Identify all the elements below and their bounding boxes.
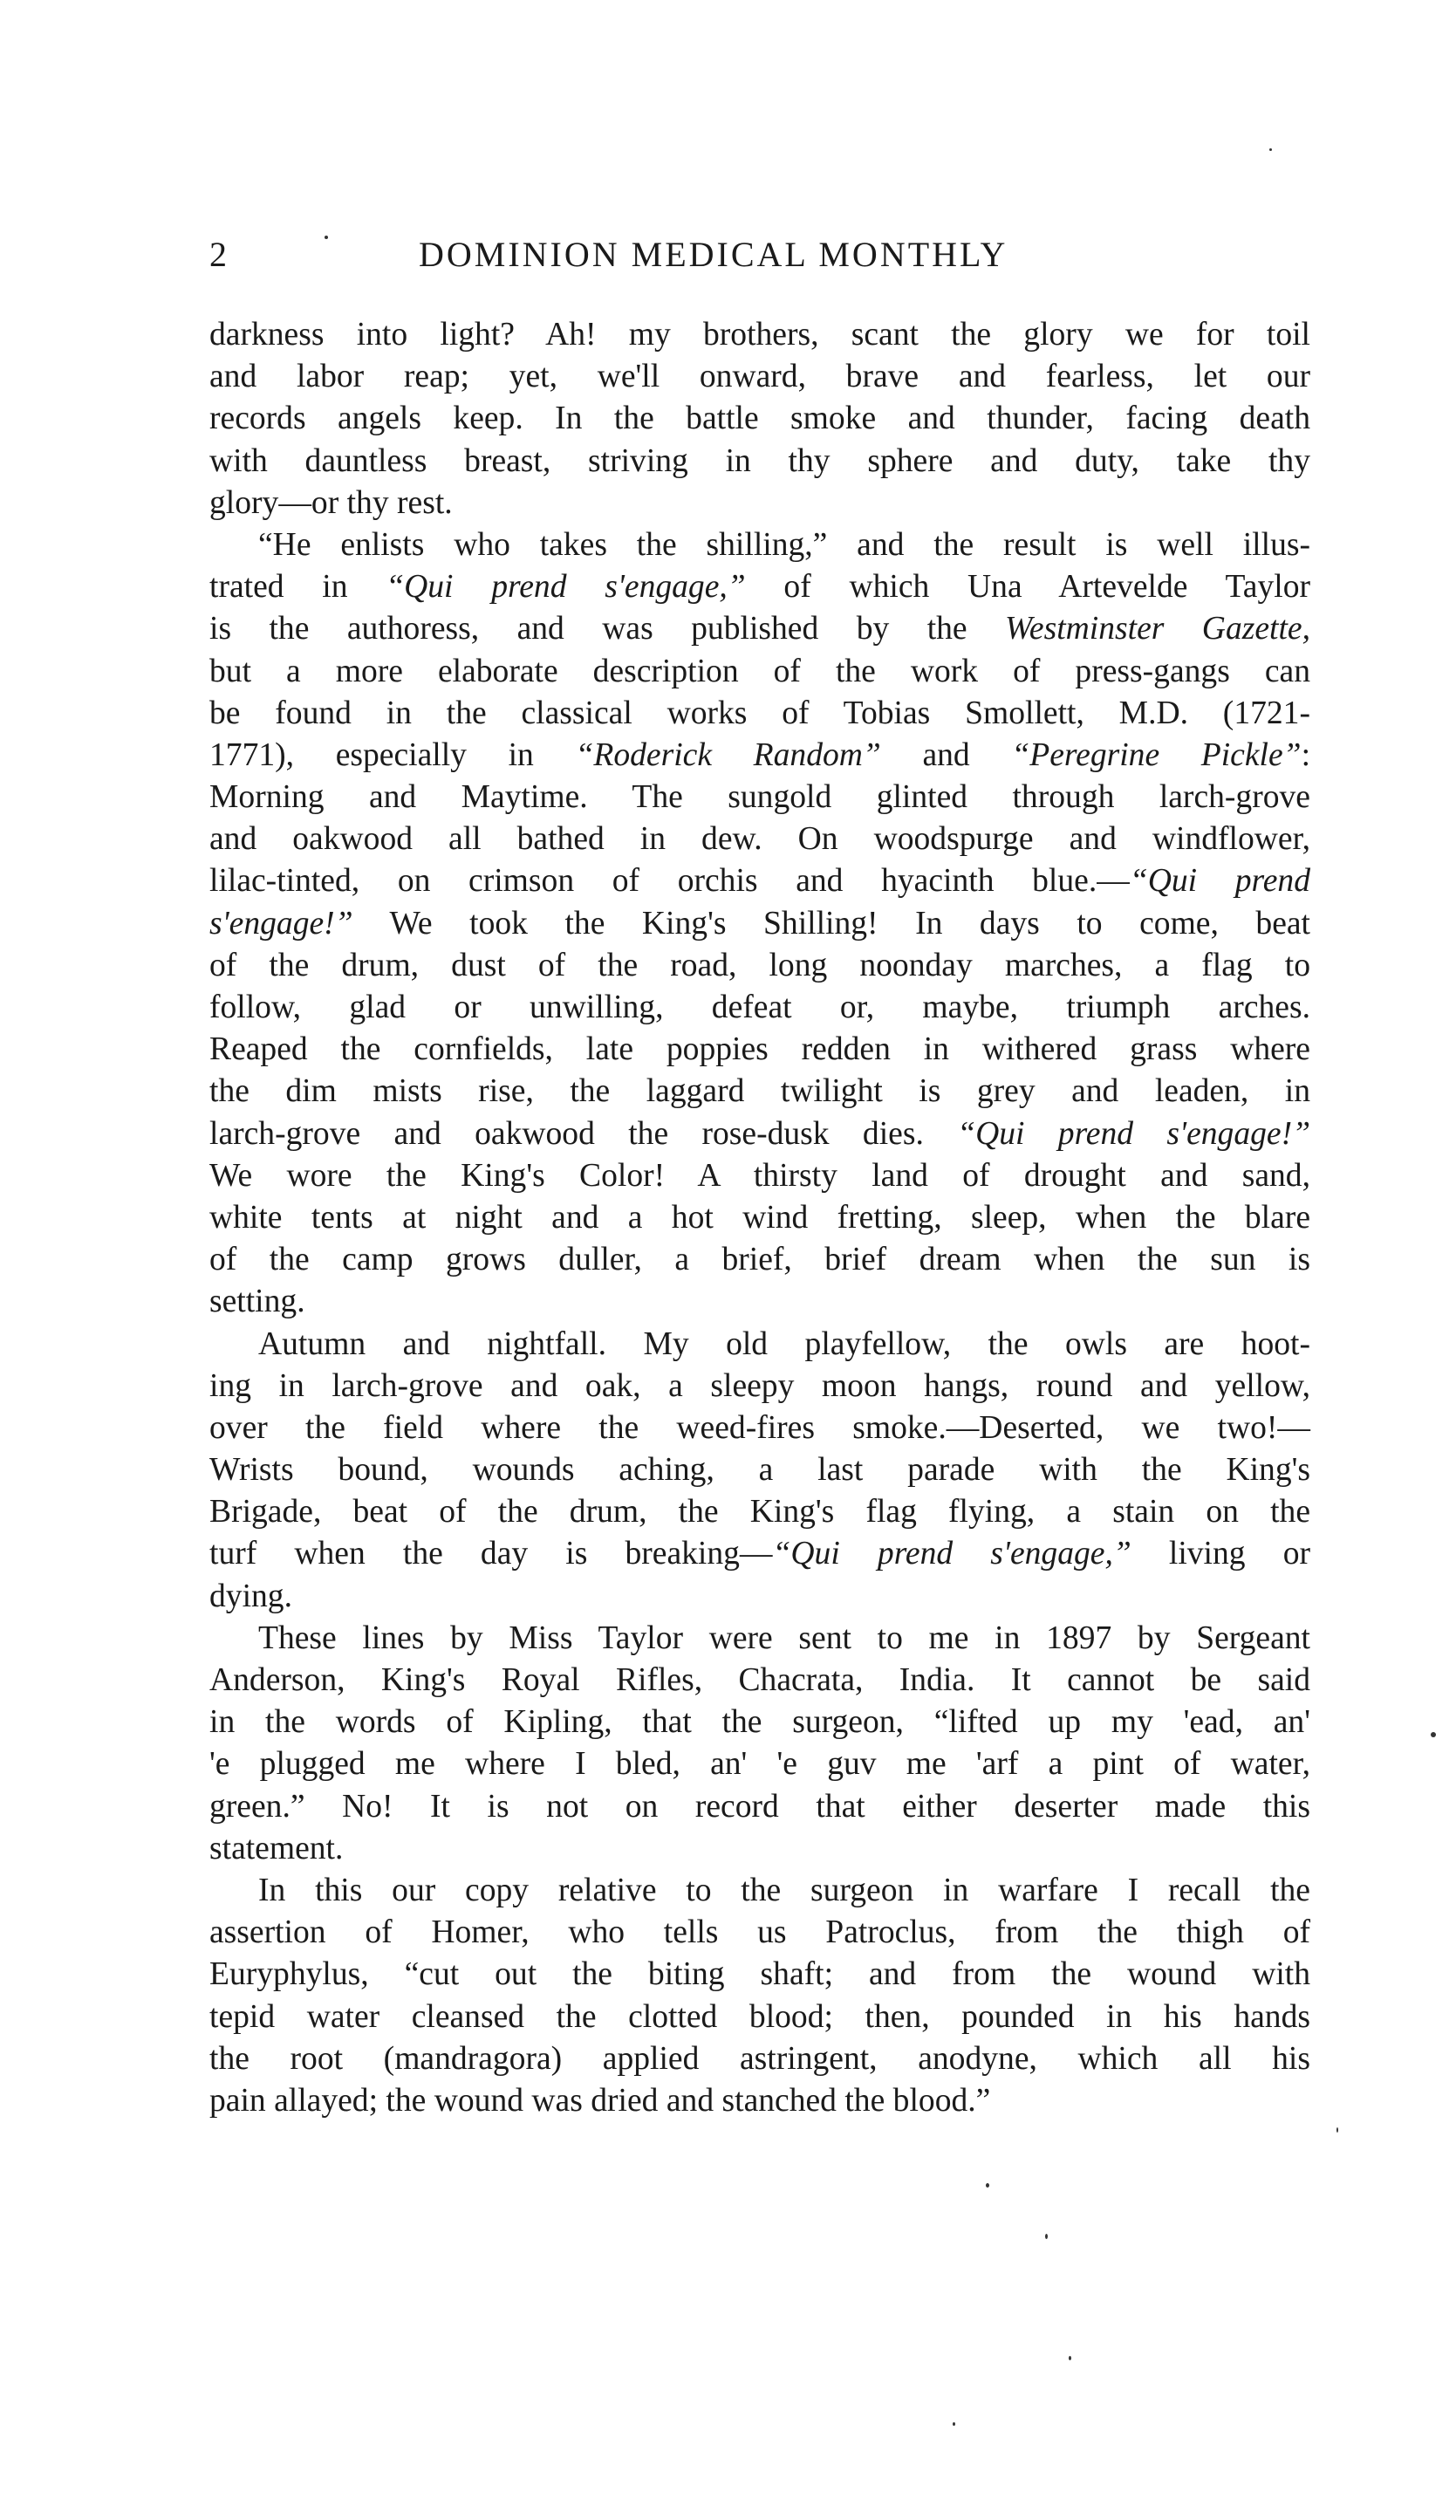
- text-line: [209, 1324, 1310, 1366]
- text-line: [209, 1828, 1310, 1870]
- text-segment: Wrists bound, wounds aching, a last parade with the King's: [209, 1452, 1310, 1489]
- italic-title-text: “Qui prend s'engage,”: [386, 569, 746, 606]
- text-segment: but a more elaborate description of the work of press-gangs can: [209, 653, 1310, 689]
- italic-title-text: Westminster Gazette,: [1005, 611, 1310, 647]
- text-line: [209, 356, 1310, 398]
- text-line: [209, 1155, 1310, 1197]
- text-line: [209, 1366, 1310, 1407]
- text-segment: “He enlists who takes the shilling,” and the result is well illus-: [258, 526, 1310, 563]
- text-segment: ing in larch-grove and oak, a sleepy moon hangs, round and yellow,: [209, 1367, 1310, 1404]
- text-line: [209, 566, 1310, 608]
- text-segment: These lines by Miss Taylor were sent to me in 1897 by Sergeant: [258, 1620, 1310, 1656]
- scan-speck: [1336, 2127, 1338, 2133]
- text-segment: living or: [1131, 1536, 1310, 1572]
- text-segment: dying.: [209, 1578, 292, 1614]
- text-line: [209, 693, 1310, 735]
- text-segment: Anderson, King's Royal Rifles, Chacrata, India. It cannot be said: [209, 1662, 1310, 1698]
- text-segment: 1771), especially in: [209, 736, 576, 773]
- text-line: [209, 1660, 1310, 1702]
- text-segment: of which Una Artevelde Taylor: [745, 569, 1311, 606]
- text-segment: follow, glad or unwilling, defeat or, maybe, triumph arches.: [209, 990, 1310, 1025]
- text-line: [209, 1576, 1310, 1618]
- text-line: [209, 608, 1310, 650]
- text-line: [209, 1533, 1310, 1575]
- text-line: [209, 945, 1310, 987]
- text-line: [209, 735, 1310, 777]
- text-segment: the dim mists rise, the laggard twilight is grey and leaden, in: [209, 1073, 1310, 1110]
- text-line: [209, 314, 1310, 356]
- text-line: [209, 524, 1310, 566]
- body-text: [209, 314, 1310, 2122]
- text-line: [209, 1912, 1310, 1954]
- scan-speck: [1269, 148, 1272, 151]
- text-segment: Euryphylus, “cut out the biting shaft; and from the wound with: [209, 1956, 1310, 1993]
- text-segment: pain allayed; the wound was dried and stanched the blood.”: [209, 2082, 991, 2119]
- text-segment: Brigade, beat of the drum, the King's flag flying, a stain on the: [209, 1494, 1310, 1530]
- running-title: DOMINION MEDICAL MONTHLY: [419, 235, 1008, 274]
- text-segment: lilac-tinted, on crimson of orchis and hyacinth blue.—: [209, 863, 1130, 900]
- text-segment: white tents at night and a hot wind fretting, sleep, when the blare: [209, 1199, 1310, 1236]
- page-number: 2: [209, 235, 227, 274]
- text-segment: We wore the King's Color! A thirsty land of drought and sand,: [209, 1157, 1310, 1194]
- text-line: [209, 1491, 1310, 1533]
- text-line: [209, 1449, 1310, 1491]
- text-segment: records angels keep. In the battle smoke and thunder, facing death: [209, 401, 1310, 437]
- italic-title-text: “Qui prend s'engage!”: [957, 1115, 1310, 1152]
- text-line: [209, 1786, 1310, 1828]
- text-segment: 'e plugged me where I bled, an' 'e guv me 'arf a pint of water,: [209, 1746, 1310, 1783]
- text-line: [209, 1197, 1310, 1239]
- text-segment: Morning and Maytime. The sungold glinted through larch-grove: [209, 779, 1310, 816]
- scan-speck: [953, 2422, 955, 2426]
- text-segment: over the field where the weed-fires smoke.—Deserted, we two!—: [209, 1409, 1310, 1446]
- text-line: [209, 441, 1310, 483]
- text-line: [209, 777, 1310, 818]
- text-line: [209, 1407, 1310, 1449]
- text-segment: of the camp grows duller, a brief, brief dream when the sun is: [209, 1242, 1310, 1278]
- text-line: [209, 1702, 1310, 1743]
- text-line: [209, 1870, 1310, 1912]
- text-line: [209, 651, 1310, 693]
- text-line: [209, 1071, 1310, 1113]
- text-segment: assertion of Homer, who tells us Patroclus, from the thigh of: [209, 1914, 1310, 1951]
- text-segment: turf when the day is breaking—: [209, 1536, 773, 1572]
- italic-title-text: “Roderick Random”: [575, 736, 881, 773]
- scan-speck: [1045, 2234, 1048, 2239]
- text-line: [209, 1281, 1310, 1323]
- italic-title-text: “Qui prend s'engage,”: [772, 1536, 1131, 1572]
- text-segment: and oakwood all bathed in dew. On woodspurge and windflower,: [209, 821, 1310, 858]
- text-segment: glory—or thy rest.: [209, 484, 453, 521]
- page-header: [209, 229, 1310, 281]
- text-segment: We took the King's Shilling! In days to come, beat: [352, 905, 1310, 942]
- text-segment: green.” No! It is not on record that either deserter made this: [209, 1788, 1310, 1825]
- text-segment: Reaped the cornfields, late poppies redden in withered grass where: [209, 1031, 1310, 1068]
- text-line: [209, 2080, 1310, 2122]
- text-line: [209, 1743, 1310, 1785]
- text-segment: tepid water cleansed the clotted blood; then, pounded in his hands: [209, 1998, 1310, 2035]
- scan-speck: [325, 236, 328, 239]
- text-segment: and: [880, 736, 1012, 773]
- italic-title-text: s'engage!”: [209, 905, 353, 942]
- text-segment: the root (mandragora) applied astringent, anodyne, which all his: [209, 2040, 1310, 2077]
- text-line: [209, 860, 1310, 902]
- text-line: [209, 903, 1310, 945]
- text-segment: and labor reap; yet, we'll onward, brave and fearless, let our: [209, 359, 1310, 395]
- text-segment: :: [1301, 736, 1311, 773]
- text-segment: larch-grove and oakwood the rose-dusk dies.: [209, 1115, 958, 1152]
- text-line: [209, 1029, 1310, 1071]
- text-line: [209, 818, 1310, 860]
- text-line: [209, 2038, 1310, 2080]
- text-line: [209, 1239, 1310, 1281]
- text-line: [209, 1954, 1310, 1996]
- text-line: [209, 483, 1310, 524]
- text-segment: statement.: [209, 1830, 344, 1866]
- text-segment: darkness into light? Ah! my brothers, scant the glory we for toil: [209, 317, 1310, 353]
- scan-speck: [1069, 2356, 1071, 2360]
- text-segment: is the authoress, and was published by the: [209, 611, 1006, 647]
- text-segment: be found in the classical works of Tobias Smollett, M.D. (1721-: [209, 695, 1310, 731]
- text-segment: setting.: [209, 1284, 305, 1320]
- text-segment: Autumn and nightfall. My old playfellow, the owls are hoot-: [258, 1325, 1310, 1362]
- text-segment: In this our copy relative to the surgeon in warfare I recall the: [258, 1872, 1310, 1908]
- text-segment: of the drum, dust of the road, long noonday marches, a flag to: [209, 947, 1310, 983]
- scan-speck: [1431, 1732, 1436, 1737]
- scan-speck: [986, 2183, 989, 2188]
- italic-title-text: “Peregrine Pickle”: [1011, 736, 1302, 773]
- text-line: [209, 1996, 1310, 2038]
- text-line: [209, 1618, 1310, 1660]
- text-segment: in the words of Kipling, that the surgeon, “lifted up my 'ead, an': [209, 1704, 1310, 1741]
- text-line: [209, 1113, 1310, 1155]
- text-line: [209, 987, 1310, 1029]
- text-segment: trated in: [209, 569, 386, 606]
- text-line: [209, 398, 1310, 440]
- italic-title-text: “Qui prend: [1129, 863, 1311, 900]
- text-segment: with dauntless breast, striving in thy sphere and duty, take thy: [209, 442, 1310, 479]
